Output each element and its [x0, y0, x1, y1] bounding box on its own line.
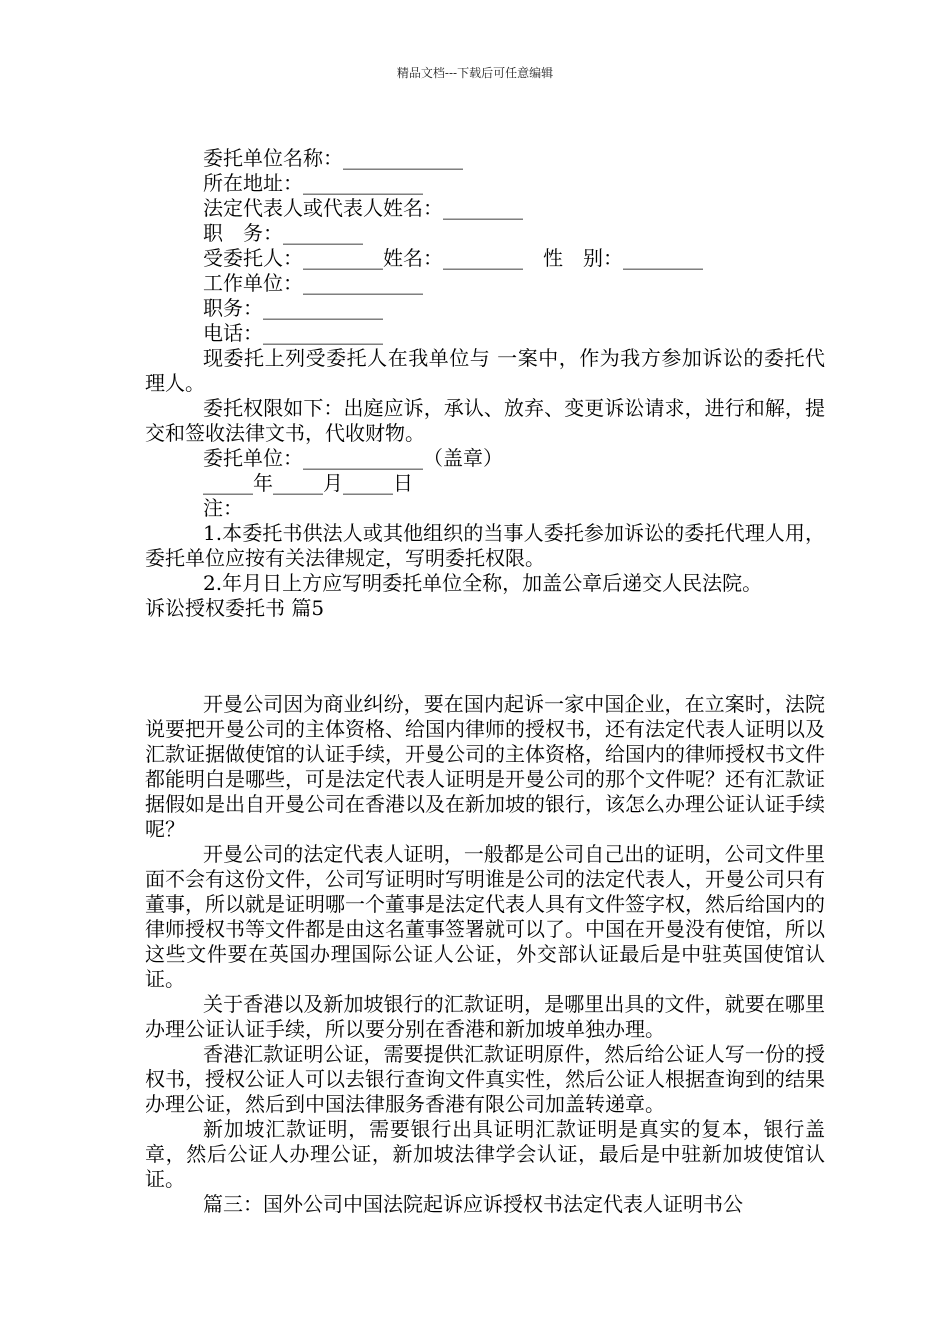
form-line-trustee: 受委托人：________姓名：________ 性 别：________	[203, 246, 703, 270]
paragraph-cayman-case: 开曼公司因为商业纠纷，要在国内起诉一家中国企业，在立案时，法院说要把开曼公司的主体资格、给国内律师的授权书，还有法定代表人证明以及汇款证据做使馆的认证手续，开曼公司的主体资格，给国内的律师授权书文件都能明白是哪些，可是法定代表人证明是开曼公司的那个文件呢？还有汇款证据假如是出自开曼公司在香港以及在新加坡的银行，该怎么办理公证认证手续呢？	[145, 692, 825, 841]
paragraph-authority: 委托权限如下：出庭应诉，承认、放弃、变更诉讼请求，进行和解，提交和签收法律文书，代收财物。	[145, 396, 825, 445]
note-item-2: 2.年月日上方应写明委托单位全称，加盖公章后递交人民法院。	[203, 571, 763, 595]
form-line-address: 所在地址：____________	[203, 171, 423, 195]
section-spacer	[145, 621, 825, 692]
paragraph-part-three: 篇三：国外公司中国法院起诉应诉授权书法定代表人证明书公	[203, 1192, 743, 1216]
signature-unit-line: 委托单位：____________（盖章）	[203, 446, 503, 470]
section-heading: 诉讼授权委托书 篇5	[145, 596, 325, 620]
note-label: 注：	[203, 496, 243, 520]
paragraph-singapore-notarization: 新加坡汇款证明，需要银行出具证明汇款证明是真实的复本，银行盖章，然后公证人办理公证，新加坡法律学会认证，最后是中驻新加坡使馆认证。	[145, 1117, 825, 1191]
paragraph-hongkong-notarization: 香港汇款证明公证，需要提供汇款证明原件，然后给公证人写一份的授权书，授权公证人可以去银行查询文件真实性，然后公证人根据查询到的结果办理公证，然后到中国法律服务香港有限公司加盖转递章。	[145, 1042, 825, 1116]
note-item-1: 1.本委托书供法人或其他组织的当事人委托参加诉讼的委托代理人用，委托单位应按有关法律规定，写明委托权限。	[145, 521, 825, 570]
paragraph-legal-rep-certificate: 开曼公司的法定代表人证明，一般都是公司自己出的证明，公司文件里面不会有这份文件，公司写证明时写明谁是公司的法定代表人，开曼公司只有董事，所以就是证明哪一个董事是法定代表人具有文件签字权，然后给国内的律师授权书等文件都是由这名董事签署就可以了。中国在开曼没有使馆，所以这些文件要在英国办理国际公证人公证，外交部认证最后是中驻英国使馆认证。	[145, 842, 825, 991]
paragraph-bank-remittance: 关于香港以及新加坡银行的汇款证明，是哪里出具的文件，就要在哪里办理公证认证手续，所以要分别在香港和新加坡单独办理。	[145, 992, 825, 1041]
form-line-entrusting-unit: 委托单位名称：____________	[203, 146, 463, 170]
date-line: _____年_____月_____日	[203, 471, 413, 495]
form-line-position: 职 务：________	[203, 221, 363, 245]
form-line-phone: 电话：____________	[203, 321, 383, 345]
form-line-legal-rep: 法定代表人或代表人姓名：________	[203, 196, 523, 220]
paragraph-entrustment: 现委托上列受委托人在我单位与 一案中，作为我方参加诉讼的委托代理人。	[145, 346, 825, 395]
page-header: 精品文档---下载后可任意编辑	[396, 66, 554, 80]
form-line-job: 职务：____________	[203, 296, 383, 320]
form-line-work-unit: 工作单位：____________	[203, 271, 423, 295]
document-body	[145, 146, 825, 1217]
